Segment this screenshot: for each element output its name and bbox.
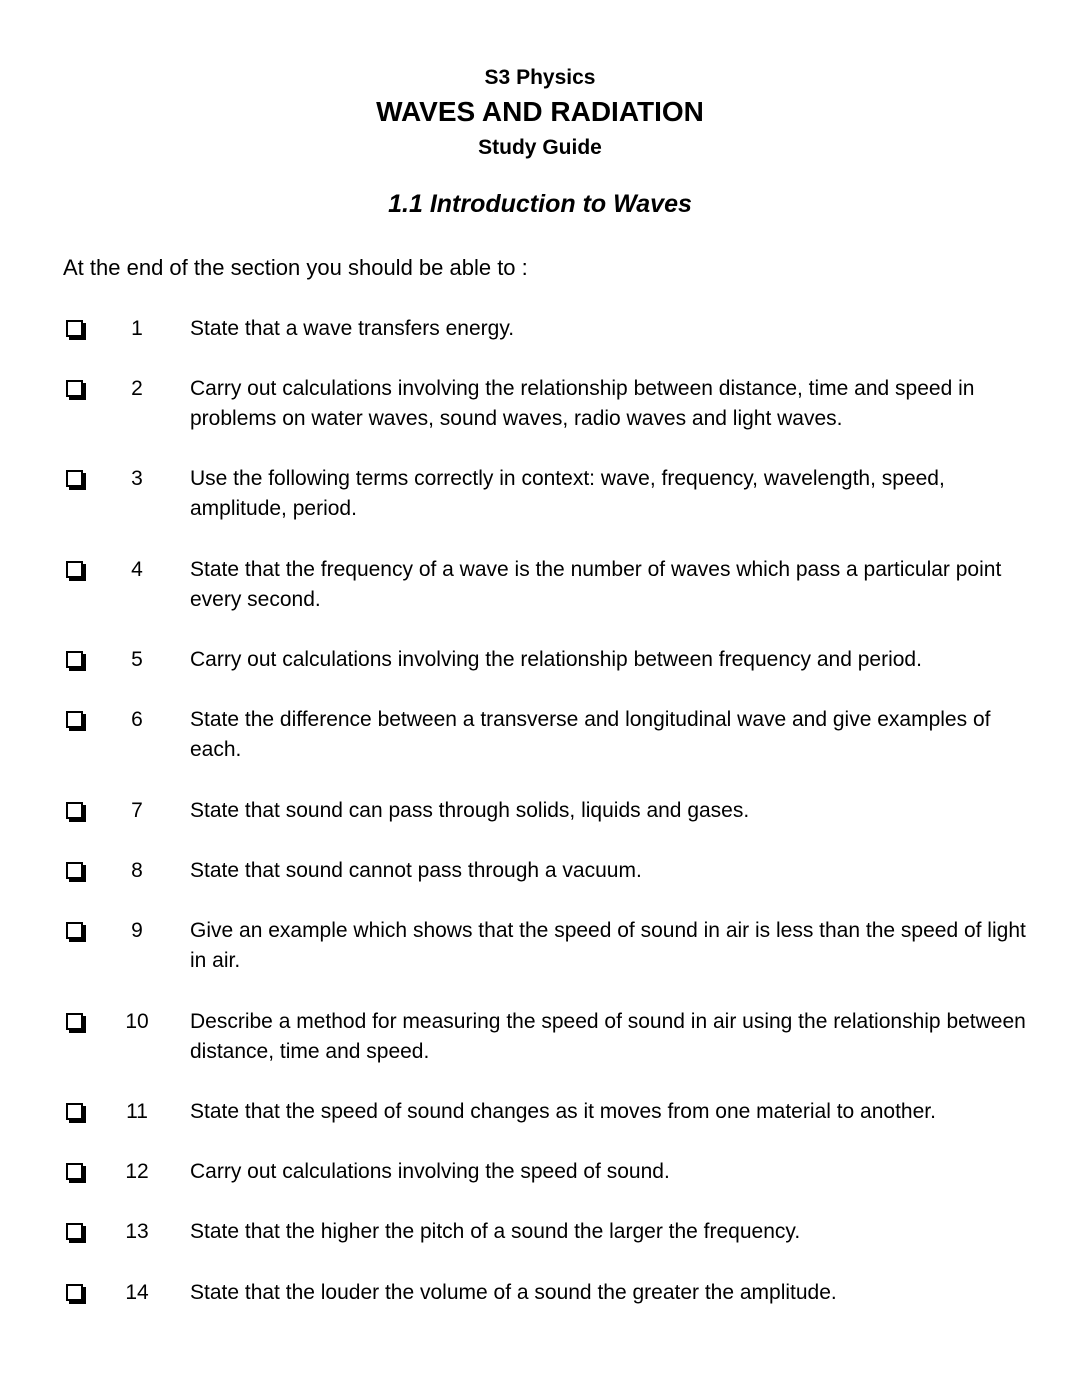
item-text: State that the higher the pitch of a sound the larger the frequency. [190,1220,801,1243]
checkbox[interactable] [66,380,83,397]
checkbox[interactable] [66,1223,83,1240]
item-number: 14 [125,1281,149,1304]
item-number: 9 [131,919,143,942]
item-number: 13 [125,1220,149,1243]
item-number: 11 [126,1100,148,1123]
item-text: State that the louder the volume of a sound the greater the amplitude. [190,1281,837,1304]
item-number: 10 [125,1010,149,1033]
checkbox[interactable] [66,802,83,819]
checkbox[interactable] [66,1103,83,1120]
item-text: State that sound cannot pass through a vacuum. [190,859,642,882]
item-number: 2 [131,377,143,400]
item-number: 7 [131,799,143,822]
item-text: Carry out calculations involving the relationship between frequency and period. [190,648,922,671]
checkbox[interactable] [66,1163,83,1180]
checkbox[interactable] [66,1013,83,1030]
item-number: 8 [131,859,143,882]
item-number: 4 [131,558,143,581]
checkbox[interactable] [66,711,83,728]
item-number: 6 [131,708,143,731]
checkbox[interactable] [66,862,83,879]
item-text: Carry out calculations involving the speed of sound. [190,1160,670,1183]
intro-text: At the end of the section you should be able to : [63,255,528,280]
checkbox[interactable] [66,470,83,487]
item-text: Use the following terms correctly in context: wave, frequency, wavelength, speed, amplitude, period. [190,467,945,520]
item-text: Describe a method for measuring the speed of sound in air using the relationship between distance, time and speed. [190,1010,1026,1063]
item-text: Carry out calculations involving the relationship between distance, time and speed in problems on water waves, sound waves, radio waves and light waves. [190,377,975,430]
item-text: State that a wave transfers energy. [190,317,515,340]
item-text: State that the speed of sound changes as it moves from one material to another. [190,1100,936,1123]
document-subtitle: Study Guide [478,136,602,159]
item-text: State the difference between a transverse and longitudinal wave and give examples of each. [190,708,991,761]
checkbox[interactable] [66,651,83,668]
item-number: 1 [131,317,143,340]
item-number: 5 [131,648,143,671]
checkbox[interactable] [66,1284,83,1301]
item-text: State that the frequency of a wave is the number of waves which pass a particular point every second. [190,558,1002,611]
section-heading: 1.1 Introduction to Waves [388,190,692,218]
document-title: WAVES AND RADIATION [376,96,704,127]
course-label: S3 Physics [484,66,596,89]
item-number: 3 [131,467,143,490]
checkbox[interactable] [66,561,83,578]
checkbox[interactable] [66,320,83,337]
item-number: 12 [125,1160,149,1183]
checkbox[interactable] [66,922,83,939]
item-text: Give an example which shows that the speed of sound in air is less than the speed of light in air. [190,919,1026,972]
item-text: State that sound can pass through solids, liquids and gases. [190,799,750,822]
